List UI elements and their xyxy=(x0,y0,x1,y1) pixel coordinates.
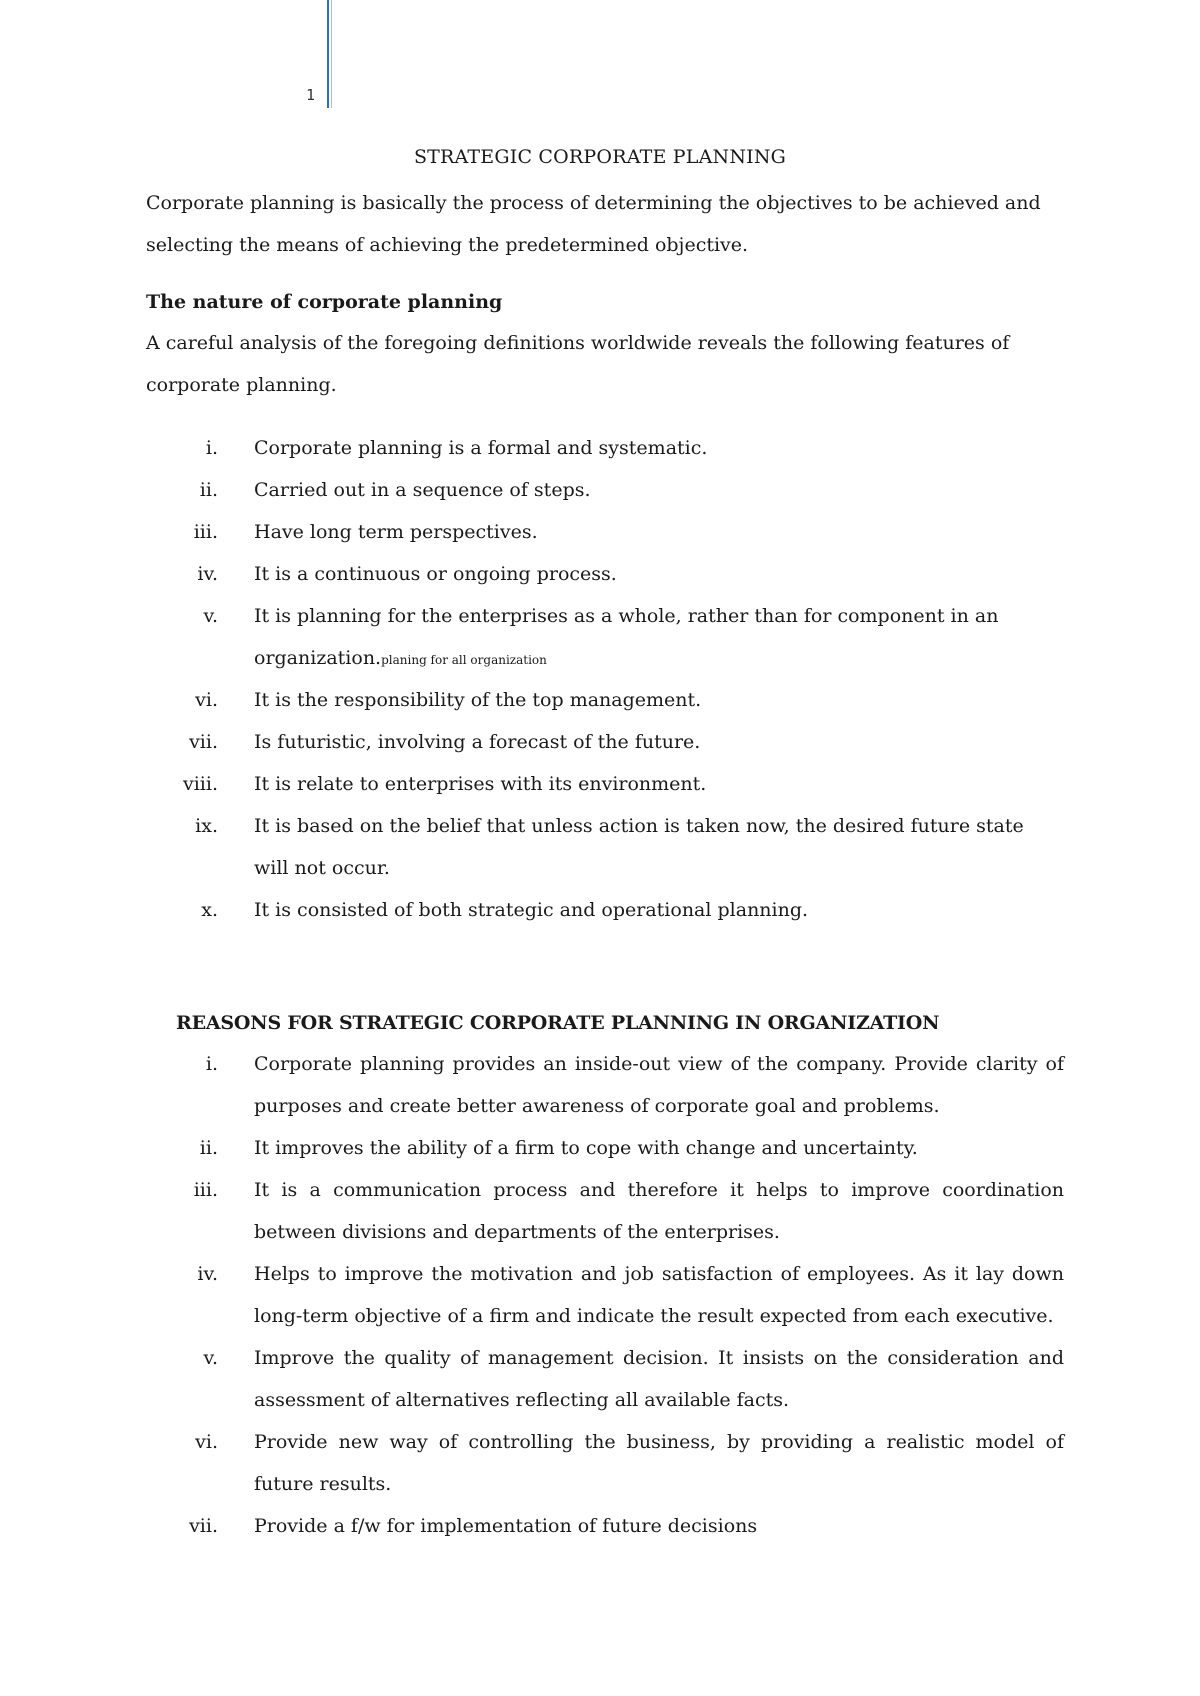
list-number: iv. xyxy=(197,1263,218,1285)
list-number: vii. xyxy=(189,731,218,753)
list-text: It is consisted of both strategic and operational planning. xyxy=(254,899,809,921)
nature-intro: A careful analysis of the foregoing definitions worldwide reveals the following features of corporate planning. xyxy=(146,332,1010,396)
list-text: It improves the ability of a firm to cope with change and uncertainty. xyxy=(254,1137,918,1159)
list-text: It is relate to enterprises with its environment. xyxy=(254,773,707,795)
nature-heading: The nature of corporate planning xyxy=(146,291,503,313)
header-rule-light xyxy=(331,0,332,108)
page-number: 1 xyxy=(306,86,316,104)
list-text: Provide a f/w for implementation of future decisions xyxy=(254,1515,758,1537)
list-text: It is a continuous or ongoing process. xyxy=(254,563,617,585)
list-number: iv. xyxy=(197,563,218,585)
list-text: Corporate planning is a formal and systematic. xyxy=(254,437,708,459)
list-text: Corporate planning provides an inside-out view of the company. Provide clarity of purposes and create better awareness of corporate goal and problems. xyxy=(254,1053,1064,1117)
list-number: v. xyxy=(203,605,218,627)
reasons-heading: REASONS FOR STRATEGIC CORPORATE PLANNING IN ORGANIZATION xyxy=(176,1012,940,1034)
header-rule xyxy=(327,0,329,108)
list-number: i. xyxy=(205,437,218,459)
list-text: It is the responsibility of the top management. xyxy=(254,689,702,711)
list-number: vi. xyxy=(195,1431,218,1453)
list-text: Provide new way of controlling the business, by providing a realistic model of future results. xyxy=(254,1431,1064,1495)
list-number: ix. xyxy=(195,815,218,837)
list-text-main: It is planning for the enterprises as a whole, rather than for component in an organization. xyxy=(254,605,999,669)
list-text xyxy=(254,595,1014,681)
list-text: Improve the quality of management decision. It insists on the consideration and assessment of alternatives reflecting all available facts. xyxy=(254,1347,1064,1411)
list-number: x. xyxy=(201,899,218,921)
list-number: iii. xyxy=(193,1179,218,1201)
list-number: iii. xyxy=(193,521,218,543)
list-number: viii. xyxy=(182,773,218,795)
list-text: It is based on the belief that unless action is taken now, the desired future state will not occur. xyxy=(254,815,1024,879)
list-text: Carried out in a sequence of steps. xyxy=(254,479,591,501)
list-number: i. xyxy=(205,1053,218,1075)
list-number: vii. xyxy=(189,1515,218,1537)
handwritten-note: planing for all organization xyxy=(381,653,547,667)
list-text: Helps to improve the motivation and job satisfaction of employees. As it lay down long-term objective of a firm and indicate the result expected from each executive. xyxy=(254,1263,1064,1327)
list-number: v. xyxy=(203,1347,218,1369)
list-text: Have long term perspectives. xyxy=(254,521,538,543)
list-number: ii. xyxy=(199,479,218,501)
intro-paragraph: Corporate planning is basically the process of determining the objectives to be achieved and selecting the means of achieving the predetermined objective. xyxy=(146,192,1041,256)
list-text: It is a communication process and therefore it helps to improve coordination between divisions and departments of the enterprises. xyxy=(254,1179,1064,1243)
document-title: STRATEGIC CORPORATE PLANNING xyxy=(413,146,787,168)
list-text: Is futuristic, involving a forecast of the future. xyxy=(254,731,701,753)
list-number: vi. xyxy=(195,689,218,711)
list-number: ii. xyxy=(199,1137,218,1159)
